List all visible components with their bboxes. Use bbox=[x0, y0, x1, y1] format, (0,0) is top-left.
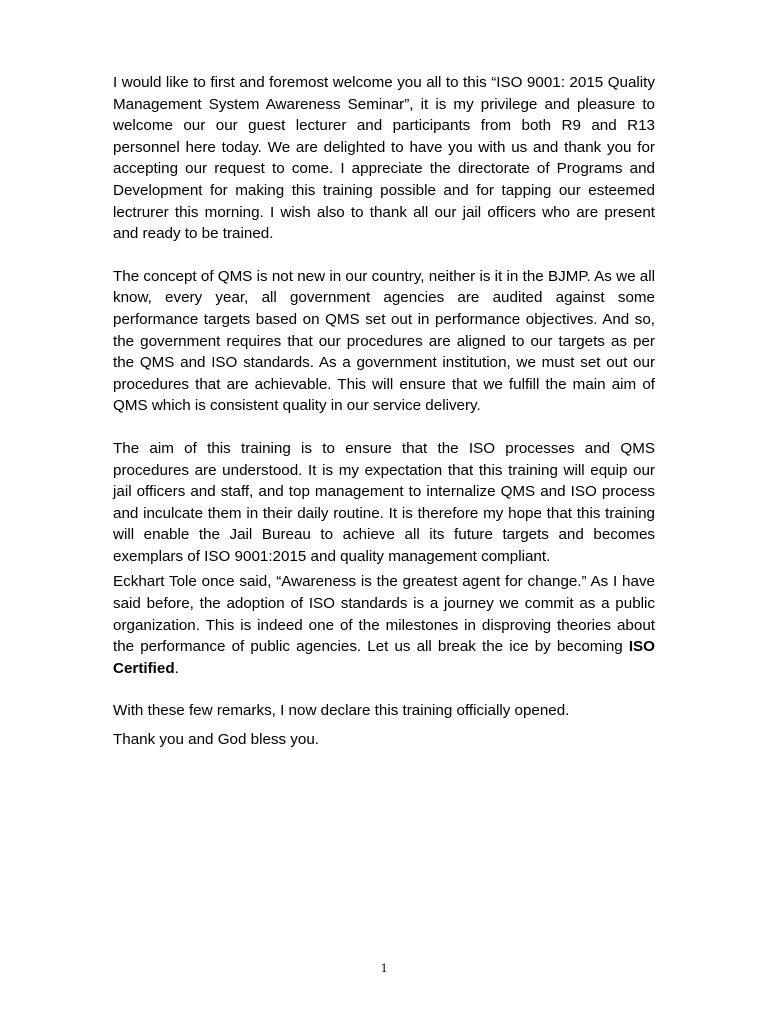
thank-you-line: Thank you and God bless you. bbox=[113, 731, 320, 749]
welcome-paragraph: I would like to first and foremost welcome you all to this “ISO 9001: 2015 Quality Management System Awareness Seminar”, it is my privilege and pleasure to welcome our our guest lecturer and participants from both R9 and R13 personnel here today. We are delighted to have you with us and thank you for accepting our request to come. I appreciate the directorate of Programs and Development for making this training possible and for tapping our esteemed lectrurer this morning. I wish also to thank all our jail officers who are present and ready to be trained. bbox=[113, 74, 655, 243]
qms-concept-paragraph: The concept of QMS is not new in our country, neither is it in the BJMP. As we all know, every year, all government agencies are audited against some performance targets based on QMS set out in performance objectives. And so, the government requires that our procedures are aligned to our targets as per the QMS and ISO standards. As a government institution, we must set out our procedures that are achievable. This will ensure that we fulfill the main aim of QMS which is consistent quality in our service delivery. bbox=[113, 267, 655, 415]
quote-paragraph-text: Eckhart Tole once said, “Awareness is the greatest agent for change.” As I have said before, the adoption of ISO standards is a journey we commit as a public organization. This is indeed one of the milestones in disproving theories about the performance of public agencies. Let us all break the ice by becoming bbox=[113, 573, 655, 656]
declaration-line: With these few remarks, I now declare this training officially opened. bbox=[113, 702, 570, 720]
speech-body bbox=[113, 72, 655, 751]
page-number: 1 bbox=[380, 960, 388, 975]
quote-paragraph-end: . bbox=[174, 659, 179, 677]
quote-paragraph bbox=[113, 571, 655, 679]
training-aim-paragraph: The aim of this training is to ensure that the ISO processes and QMS procedures are understood. It is my expectation that this training will equip our jail officers and staff, and top management to internalize QMS and ISO process and inculcate them in their daily routine. It is therefore my hope that this training will enable the Jail Bureau to achieve all its future targets and becomes exemplars of ISO 9001:2015 and quality management compliant. bbox=[113, 439, 655, 565]
iso-certified-emphasis: ISO Certified bbox=[113, 638, 655, 677]
